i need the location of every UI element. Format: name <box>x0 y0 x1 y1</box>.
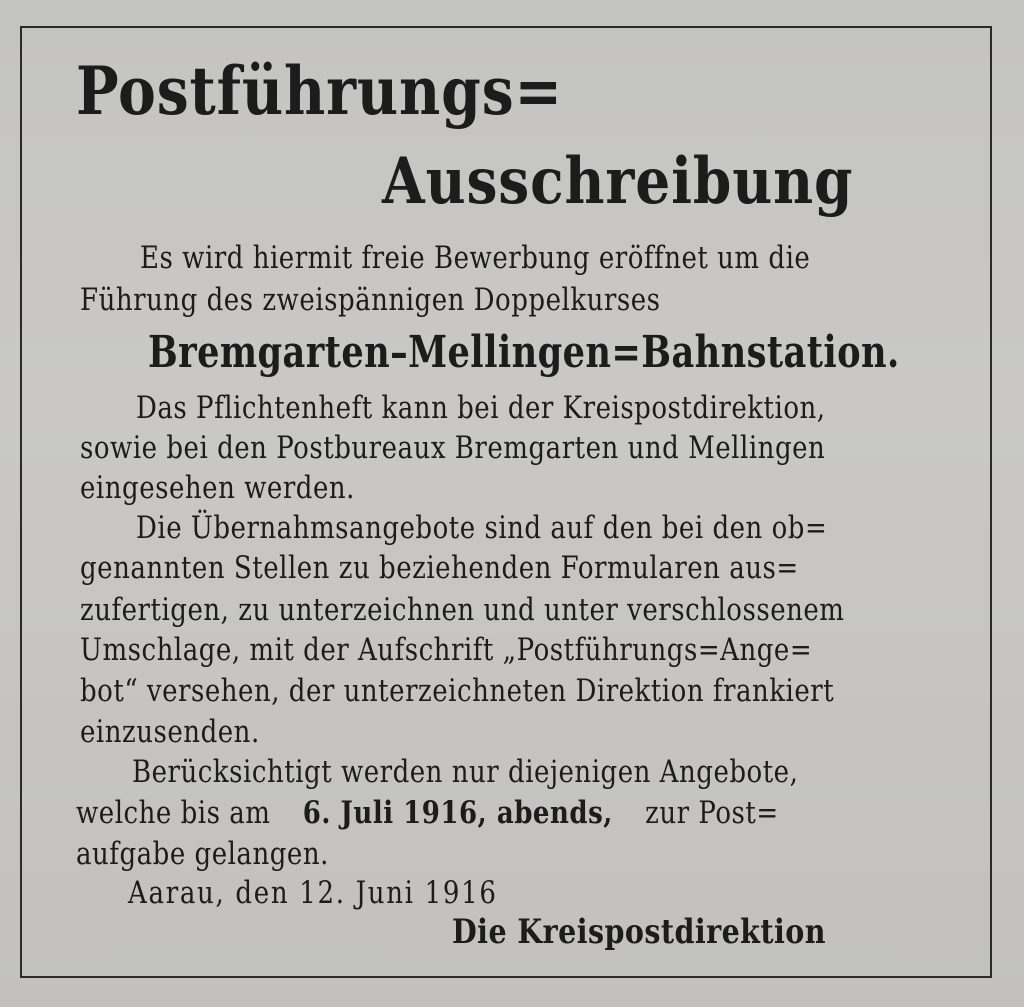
para1-line3: eingesehen werden. <box>80 470 355 506</box>
para3-line2-pre: welche bis am <box>76 795 271 831</box>
place-date: Aarau, den 12. Juni 1916 <box>128 875 498 911</box>
deadline-date: 6. Juli 1916, abends, <box>302 795 613 831</box>
para2-line3: zufertigen, zu unterzeichnen und unter verschlossenem <box>80 592 845 628</box>
route-name: Bremgarten–Mellingen=Bahnstation. <box>148 327 900 378</box>
notice-title-line2: Ausschreibung <box>382 144 854 219</box>
para3-line2 <box>76 795 779 831</box>
para2-line6: einzusenden. <box>80 714 260 750</box>
para2-line2: genannten Stellen zu beziehenden Formularen aus= <box>80 550 799 586</box>
para1-line2: sowie bei den Postbureaux Bremgarten und Mellingen <box>80 430 826 466</box>
para2-line5: bot“ versehen, der unterzeichneten Direktion frankiert <box>80 673 835 709</box>
para2-line1: Die Übernahmsangebote sind auf den bei den ob= <box>136 510 828 546</box>
para1-line1: Das Pflichtenheft kann bei der Kreispostdirektion, <box>136 390 826 426</box>
intro-line2: Führung des zweispännigen Doppelkurses <box>80 282 661 318</box>
para3-line3: aufgabe gelangen. <box>76 836 329 872</box>
intro-line1: Es wird hiermit freie Bewerbung eröffnet um die <box>140 240 811 276</box>
notice-title-line1: Postführungs= <box>76 52 563 130</box>
para2-line4: Umschlage, mit der Aufschrift „Postführungs=Ange= <box>80 632 813 668</box>
para3-line1: Berücksichtigt werden nur diejenigen Angebote, <box>132 754 799 790</box>
signature: Die Kreispostdirektion <box>452 912 826 952</box>
para3-line2-post: zur Post= <box>645 795 779 831</box>
